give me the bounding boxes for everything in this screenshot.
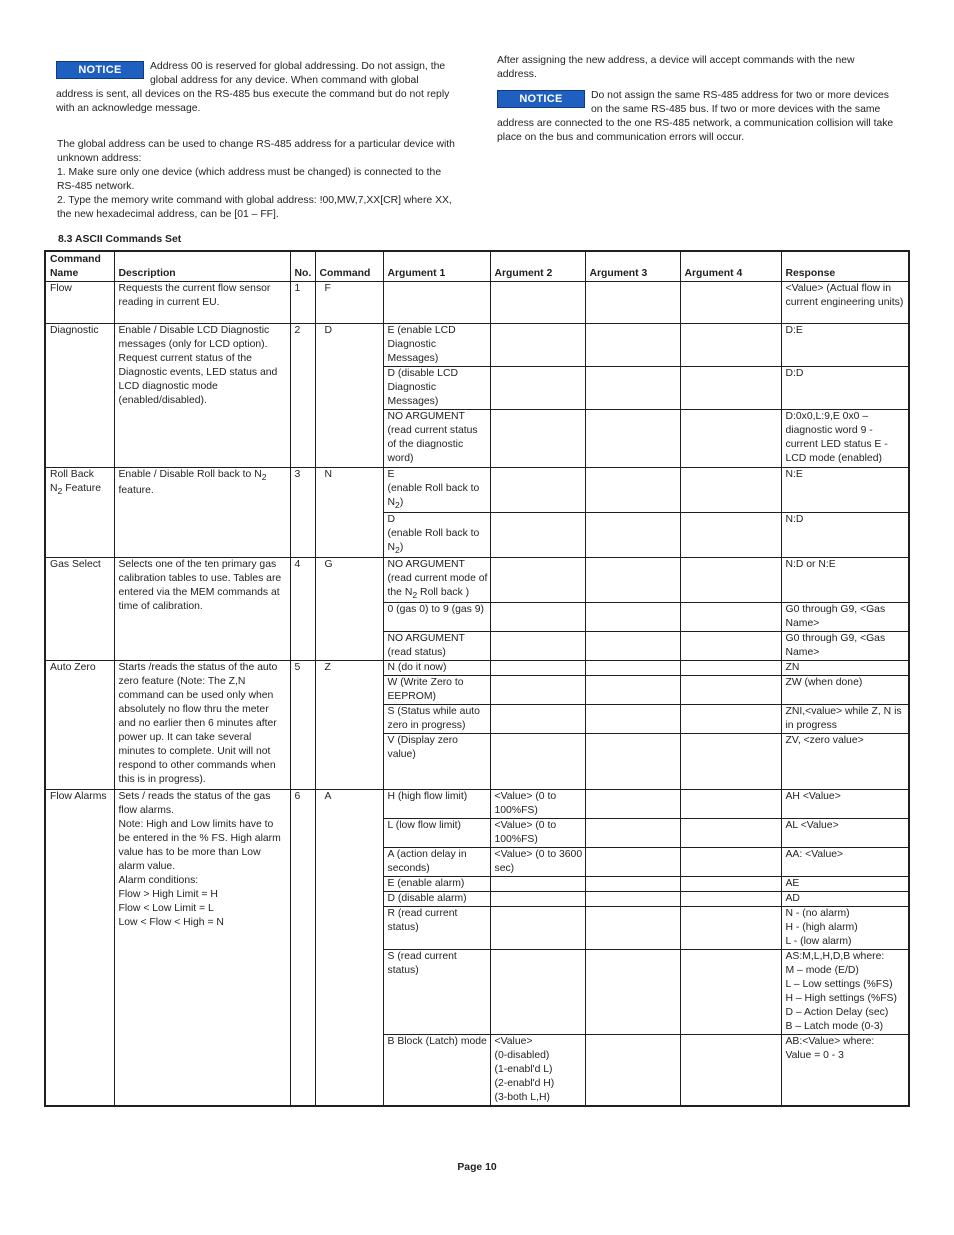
cell-argument-1: NO ARGUMENT (read current status of the diagnostic word) <box>383 410 490 468</box>
notice-badge: NOTICE <box>497 90 585 108</box>
right-paragraph: After assigning the new address, a device will accept commands with the new address. <box>497 55 855 80</box>
cell-response: <Value> (Actual flow in current engineering units) <box>781 282 909 324</box>
cell-description: Starts /reads the status of the auto zero feature (Note: The Z,N command can be used only when absolutely no flow thru the meter and no earlier then 6 minutes after power up. It can take several minutes to complete. Unit will not respond to other commands when this is in progress). <box>114 661 290 790</box>
cell-argument-2: <Value> (0 to 3600 sec) <box>490 848 585 877</box>
table-row <box>45 468 909 513</box>
table-header-row <box>45 251 909 282</box>
cell-response: G0 through G9, <Gas Name> <box>781 632 909 661</box>
header-argument-4: Argument 4 <box>680 251 781 282</box>
table-row <box>45 790 909 819</box>
cell-response: D:D <box>781 367 909 410</box>
cell-argument-1: W (Write Zero to EEPROM) <box>383 676 490 705</box>
header-command-name: Command Name <box>45 251 114 282</box>
cell-argument-1: D (enable Roll back to $N_2$) <box>383 513 490 558</box>
header-argument-3: Argument 3 <box>585 251 680 282</box>
cell-response: AD <box>781 892 909 907</box>
cell-argument-1: S (Status while auto zero in progress) <box>383 705 490 734</box>
paragraph-line: 2. Type the memory write command with global address: !00,MW,7,XX[CR] where XX, the new hexadecimal address, can be [01 – FF]. <box>57 195 452 220</box>
cell-command: D <box>315 324 383 468</box>
ascii-commands-table <box>44 250 910 1107</box>
cell-response: AS:M,L,H,D,B where: M – mode (E/D) L – Low settings (%FS) H – High settings (%FS) D – Action Delay (sec) B – Latch mode (0-3) <box>781 950 909 1035</box>
cell-argument-1: D (disable alarm) <box>383 892 490 907</box>
cell-name: Gas Select <box>45 558 114 661</box>
cell-name: Roll Back $N_2$ Feature <box>45 468 114 558</box>
cell-no: 4 <box>290 558 315 661</box>
cell-argument-1: V (Display zero value) <box>383 734 490 790</box>
cell-response: AL <Value> <box>781 819 909 848</box>
cell-command: Z <box>315 661 383 790</box>
cell-response: N:E <box>781 468 909 513</box>
cell-argument-1: E (enable alarm) <box>383 877 490 892</box>
cell-response: ZN <box>781 661 909 676</box>
section-heading: 8.3 ASCII Commands Set <box>58 234 182 245</box>
cell-argument-1: H (high flow limit) <box>383 790 490 819</box>
cell-argument-1: E (enable Roll back to $N_2$) <box>383 468 490 513</box>
cell-response: ZV, <zero value> <box>781 734 909 790</box>
cell-response: N - (no alarm) H - (high alarm) L - (low alarm) <box>781 907 909 950</box>
table-row <box>45 324 909 367</box>
notice-right-text: Do not assign the same RS-485 address for two or more devices on the same RS-485 bus. If two or more devices with the same address are connected to the one RS-485 network, a communication collision will take place on the bus and communication errors will occur. <box>497 90 894 143</box>
header-command: Command <box>315 251 383 282</box>
cell-description: Requests the current flow sensor reading in current EU. <box>114 282 290 324</box>
cell-name: Flow Alarms <box>45 790 114 1107</box>
table-row <box>45 558 909 603</box>
cell-response: AB:<Value> where: Value = 0 - 3 <box>781 1035 909 1107</box>
header-description: Description <box>114 251 290 282</box>
cell-response: AA: <Value> <box>781 848 909 877</box>
cell-response: D:E <box>781 324 909 367</box>
cell-no: 5 <box>290 661 315 790</box>
cell-argument-1: R (read current status) <box>383 907 490 950</box>
paragraph-line: The global address can be used to change RS-485 address for a particular device with unknown address: <box>57 139 455 164</box>
cell-command: G <box>315 558 383 661</box>
cell-name: Diagnostic <box>45 324 114 468</box>
header-response: Response <box>781 251 909 282</box>
cell-argument-2: <Value> (0-disabled) (1-enabl'd L) (2-enabl'd H) (3-both L,H) <box>490 1035 585 1107</box>
cell-argument-1: NO ARGUMENT (read current mode of the $N_2$ Roll back ) <box>383 558 490 603</box>
table-row <box>45 282 909 324</box>
cell-response: AH <Value> <box>781 790 909 819</box>
cell-argument-1: E (enable LCD Diagnostic Messages) <box>383 324 490 367</box>
notice-left <box>56 60 456 116</box>
cell-argument-1: B Block (Latch) mode <box>383 1035 490 1107</box>
notice-right <box>497 89 897 145</box>
paragraph-line: 1. Make sure only one device (which address must be changed) is connected to the RS-485 network. <box>57 167 442 192</box>
cell-argument-1: S (read current status) <box>383 950 490 1035</box>
cell-argument-1: 0 (gas 0) to 9 (gas 9) <box>383 603 490 632</box>
cell-command: A <box>315 790 383 1107</box>
header-argument-1: Argument 1 <box>383 251 490 282</box>
global-address-paragraph <box>57 138 459 222</box>
cell-no: 1 <box>290 282 315 324</box>
cell-description: Enable / Disable Roll back to $N_2$ feature. <box>114 468 290 558</box>
cell-argument-2: <Value> (0 to 100%FS) <box>490 819 585 848</box>
cell-argument-1: L (low flow limit) <box>383 819 490 848</box>
header-no: No. <box>290 251 315 282</box>
cell-name: Flow <box>45 282 114 324</box>
cell-argument-1: A (action delay in seconds) <box>383 848 490 877</box>
notice-left-text: Address 00 is reserved for global addressing. Do not assign, the global address for any device. When command with global address is sent, all devices on the RS-485 bus execute the command but do not reply with an acknowledge message. <box>56 61 450 114</box>
page-number: Page 10 <box>457 1162 497 1173</box>
cell-no: 2 <box>290 324 315 468</box>
cell-argument-2: <Value> (0 to 100%FS) <box>490 790 585 819</box>
cell-no: 3 <box>290 468 315 558</box>
table-row <box>45 661 909 676</box>
cell-response: ZNI,<value> while Z, N is in progress <box>781 705 909 734</box>
cell-name: Auto Zero <box>45 661 114 790</box>
cell-response: N:D <box>781 513 909 558</box>
cell-command: F <box>315 282 383 324</box>
cell-description: Selects one of the ten primary gas calibration tables to use. Tables are entered via the MEM commands at time of calibration. <box>114 558 290 661</box>
header-argument-2: Argument 2 <box>490 251 585 282</box>
cell-response: G0 through G9, <Gas Name> <box>781 603 909 632</box>
cell-argument-1: D (disable LCD Diagnostic Messages) <box>383 367 490 410</box>
cell-description: Enable / Disable LCD Diagnostic messages (only for LCD option). Request current status of the Diagnostic events, LED status and LCD diagnostic mode (enabled/disabled). <box>114 324 290 468</box>
cell-description: Sets / reads the status of the gas flow alarms. Note: High and Low limits have to be entered in the % FS. High alarm value has to be more than Low alarm value. Alarm conditions: Flow > High Limit = H Flow < Low Limit = L Low < Flow < High = N <box>114 790 290 1107</box>
cell-command: N <box>315 468 383 558</box>
cell-response: D:0x0,L:9,E 0x0 – diagnostic word 9 - current LED status E - LCD mode (enabled) <box>781 410 909 468</box>
notice-badge: NOTICE <box>56 61 144 79</box>
cell-no: 6 <box>290 790 315 1107</box>
cell-argument-1: NO ARGUMENT (read status) <box>383 632 490 661</box>
cell-response: AE <box>781 877 909 892</box>
cell-response: ZW (when done) <box>781 676 909 705</box>
cell-argument-1: N (do it now) <box>383 661 490 676</box>
cell-response: N:D or N:E <box>781 558 909 603</box>
